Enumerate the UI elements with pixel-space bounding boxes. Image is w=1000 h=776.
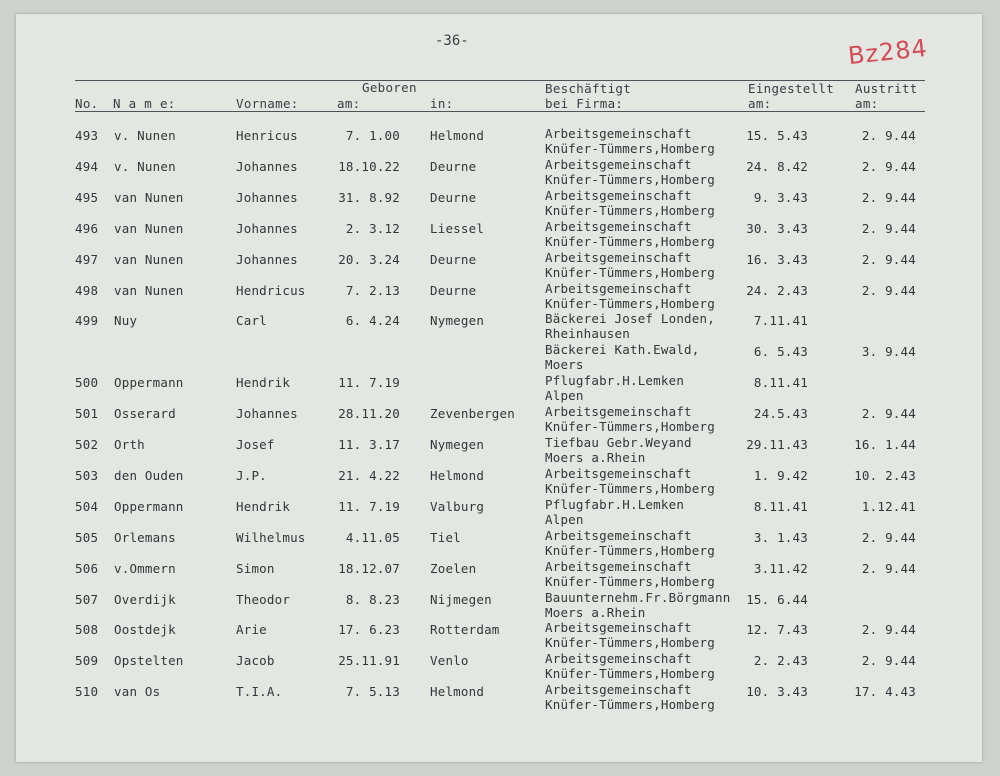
first-name: Johannes [236,251,298,267]
birth-date: 18.12.07 [338,560,400,576]
exit-date: 2. 9.44 [861,128,916,143]
hired-date: 24. 8.42 [746,158,808,174]
birth-date: 11. 3.17 [338,437,400,452]
first-name: Johannes [236,189,298,205]
hired-date: 2. 2.43 [753,653,808,669]
employer-line-1: Arbeitsgemeinschaft [545,465,692,481]
table-row [0,311,1000,342]
table-row [0,590,1000,621]
table-row [0,281,1000,312]
table-row [0,620,1000,651]
hired-date: 10. 3.43 [746,684,808,700]
birth-place: Nymegen [430,437,485,452]
employer-line-2: Knüfer-Tümmers,Homberg [545,542,715,558]
birth-date: 21. 4.22 [338,467,400,483]
birth-date: 7. 1.00 [345,128,400,143]
table-row [0,126,1000,157]
table-row [0,188,1000,219]
surname: den Ouden [114,467,184,483]
first-name: Arie [236,622,267,638]
table-row [0,373,1000,404]
employer-line-1: Arbeitsgemeinschaft [545,249,692,265]
hired-date: 3.11.42 [753,560,808,576]
row-number: 508 [75,622,99,638]
birth-place: Zevenbergen [430,406,515,422]
hired-date: 24. 2.43 [746,282,808,298]
row-number: 505 [75,529,99,545]
row-number: 500 [75,375,99,391]
employer-line-2: Knüfer-Tümmers,Homberg [545,264,715,280]
first-name: Johannes [236,406,298,422]
row-number: 510 [75,684,99,700]
exit-date: 3. 9.44 [861,344,916,360]
row-number: 507 [75,591,99,607]
hired-date: 12. 7.43 [746,622,808,638]
surname: van Nunen [114,282,184,298]
birth-date: 20. 3.24 [338,251,400,267]
surname: v.Ommern [114,560,176,576]
exit-date: 2. 9.44 [861,189,916,205]
table-row [0,219,1000,250]
birth-place: Liessel [430,220,485,236]
hired-date: 8.11.41 [753,498,808,514]
row-number: 494 [75,158,99,174]
surname: Oostdejk [114,622,176,638]
exit-date: 2. 9.44 [861,529,916,545]
surname: Oppermann [114,375,184,391]
employer-line-1: Arbeitsgemeinschaft [545,651,692,667]
hired-date: 8.11.41 [753,375,808,391]
birth-date: 2. 3.12 [345,220,400,236]
row-number: 493 [75,128,99,143]
first-name: Johannes [236,220,298,236]
header-born-date: am: [337,96,361,111]
employer-line-2: Knüfer-Tümmers,Homberg [545,171,715,187]
surname: Oppermann [114,498,184,514]
birth-place: Tiel [430,529,461,545]
row-number: 497 [75,251,99,267]
employer-line-1: Arbeitsgemeinschaft [545,280,692,296]
employer-line-1: Arbeitsgemeinschaft [545,218,692,234]
exit-date: 10. 2.43 [854,467,916,483]
employer-line-1: Pflugfabr.H.Lemken [545,373,685,389]
archive-stamp: Bz284 [846,33,930,71]
employer-line-2: Knüfer-Tümmers,Homberg [545,233,715,249]
exit-date: 1.12.41 [861,498,916,514]
table-row [0,559,1000,590]
employer-line-2: Knüfer-Tümmers,Homberg [545,419,715,435]
surname: van Nunen [114,189,184,205]
birth-place: Deurne [430,282,477,298]
table-row [0,682,1000,713]
hired-date: 7.11.41 [753,313,808,329]
row-number: 503 [75,467,99,483]
exit-date: 17. 4.43 [854,684,916,700]
employer-line-1: Arbeitsgemeinschaft [545,156,692,172]
employer-line-2: Knüfer-Tümmers,Homberg [545,573,715,589]
hired-date: 16. 3.43 [746,251,808,267]
birth-date: 11. 7.19 [338,375,400,391]
hired-date: 24.5.43 [753,406,808,422]
first-name: T.I.A. [236,684,283,700]
birth-date: 8. 8.23 [345,591,400,607]
employer-line-2: Knüfer-Tümmers,Homberg [545,480,715,496]
row-number: 495 [75,189,99,205]
table-row [0,651,1000,682]
birth-place: Nijmegen [430,591,492,607]
row-number: 499 [75,313,99,329]
hired-date: 6. 5.43 [753,344,808,360]
birth-date: 28.11.20 [338,406,400,422]
employer-line-2: Knüfer-Tümmers,Homberg [545,202,715,218]
employer-line-1: Bauunternehm.Fr.Börgmann [545,589,731,605]
employer-line-1: Arbeitsgemeinschaft [545,527,692,543]
header-employer-2: bei Firma: [545,96,624,111]
table-row [0,497,1000,528]
row-number: 504 [75,498,99,514]
hired-date: 29.11.43 [746,437,808,452]
employer-line-2: Knüfer-Tümmers,Homberg [545,697,715,713]
employer-line-1: Pflugfabr.H.Lemken [545,496,685,512]
employer-line-1: Arbeitsgemeinschaft [545,187,692,203]
surname: Overdijk [114,591,176,607]
header-geboren: Geboren [362,80,417,95]
employer-line-1: Arbeitsgemeinschaft [545,620,692,636]
birth-place: Helmond [430,467,485,483]
first-name: Wilhelmus [236,529,306,545]
employer-line-2: Knüfer-Tümmers,Homberg [545,635,715,651]
surname: van Nunen [114,220,184,236]
header-vorname: Vorname: [236,96,299,111]
birth-date: 7. 5.13 [345,684,400,700]
birth-place: Zoelen [430,560,477,576]
row-number: 509 [75,653,99,669]
surname: v. Nunen [114,158,176,174]
birth-place: Helmond [430,684,485,700]
surname: Nuy [114,313,138,329]
hired-date: 15. 5.43 [746,128,808,143]
employer-line-2: Rheinhausen [545,326,630,342]
surname: van Nunen [114,251,184,267]
birth-place: Valburg [430,498,485,514]
hired-date: 9. 3.43 [753,189,808,205]
surname: van Os [114,684,161,700]
exit-date: 2. 9.44 [861,406,916,422]
surname: Orlemans [114,529,176,545]
first-name: J.P. [236,467,267,483]
header-exit-1: Austritt [855,81,918,96]
birth-date: 7. 2.13 [345,282,400,298]
birth-place: Venlo [430,653,469,669]
employer-line-2: Alpen [545,388,584,404]
first-name: Jacob [236,653,275,669]
surname: Orth [114,437,145,452]
first-name: Josef [236,437,275,452]
employer-line-2: Moers [545,357,584,373]
birth-place: Helmond [430,128,485,143]
header-born-place: in: [430,96,454,111]
birth-date: 6. 4.24 [345,313,400,329]
first-name: Carl [236,313,267,329]
header-hired-2: am: [748,96,772,111]
header-no: No. [75,96,99,111]
exit-date: 2. 9.44 [861,282,916,298]
first-name: Johannes [236,158,298,174]
row-number: 506 [75,560,99,576]
row-number: 501 [75,406,99,422]
employer-line-1: Bäckerei Josef Londen, [545,311,715,327]
birth-date: 18.10.22 [338,158,400,174]
birth-place: Rotterdam [430,622,500,638]
table-row [0,342,1000,373]
employer-line-1: Arbeitsgemeinschaft [545,682,692,698]
employer-line-1: Arbeitsgemeinschaft [545,558,692,574]
table-row [0,466,1000,497]
surname: Opstelten [114,653,184,669]
birth-place: Deurne [430,251,477,267]
birth-date: 11. 7.19 [338,498,400,514]
table-row [0,435,1000,466]
first-name: Theodor [236,591,291,607]
birth-place: Deurne [430,189,477,205]
employer-line-2: Moers a.Rhein [545,450,646,465]
hired-date: 1. 9.42 [753,467,808,483]
exit-date: 2. 9.44 [861,653,916,669]
header-exit-2: am: [855,96,879,111]
table-row [0,250,1000,281]
first-name: Simon [236,560,275,576]
hired-date: 3. 1.43 [753,529,808,545]
table-row [0,404,1000,435]
employer-line-2: Alpen [545,511,584,527]
exit-date: 2. 9.44 [861,251,916,267]
row-number: 496 [75,220,99,236]
employer-line-1: Bäckerei Kath.Ewald, [545,342,700,358]
header-employer-1: Beschäftigt [545,81,632,96]
hired-date: 30. 3.43 [746,220,808,236]
surname: Osserard [114,406,176,422]
row-number: 498 [75,282,99,298]
exit-date: 2. 9.44 [861,220,916,236]
first-name: Hendrik [236,498,291,514]
birth-date: 31. 8.92 [338,189,400,205]
first-name: Hendrik [236,375,291,391]
table-row [0,528,1000,559]
exit-date: 16. 1.44 [854,437,916,452]
birth-date: 25.11.91 [338,653,400,669]
header-bottom-rule [75,111,925,112]
exit-date: 2. 9.44 [861,158,916,174]
employer-line-1: Arbeitsgemeinschaft [545,404,692,420]
birth-date: 4.11.05 [345,529,400,545]
employer-line-1: Arbeitsgemeinschaft [545,126,692,141]
employer-line-2: Moers a.Rhein [545,604,646,620]
exit-date: 2. 9.44 [861,622,916,638]
employer-line-2: Knüfer-Tümmers,Homberg [545,666,715,682]
header-name: N a m e: [113,96,176,111]
surname: v. Nunen [114,128,176,143]
employer-line-2: Knüfer-Tümmers,Homberg [545,141,715,156]
row-number: 502 [75,437,99,452]
first-name: Henricus [236,128,298,143]
birth-place: Nymegen [430,313,485,329]
birth-date: 17. 6.23 [338,622,400,638]
employer-line-1: Tiefbau Gebr.Weyand [545,435,692,450]
hired-date: 15. 6.44 [746,591,808,607]
birth-place: Deurne [430,158,477,174]
header-hired-1: Eingestellt [748,81,835,96]
exit-date: 2. 9.44 [861,560,916,576]
employer-line-2: Knüfer-Tümmers,Homberg [545,295,715,311]
first-name: Hendricus [236,282,306,298]
page-number: -36- [435,33,469,49]
table-row [0,157,1000,188]
